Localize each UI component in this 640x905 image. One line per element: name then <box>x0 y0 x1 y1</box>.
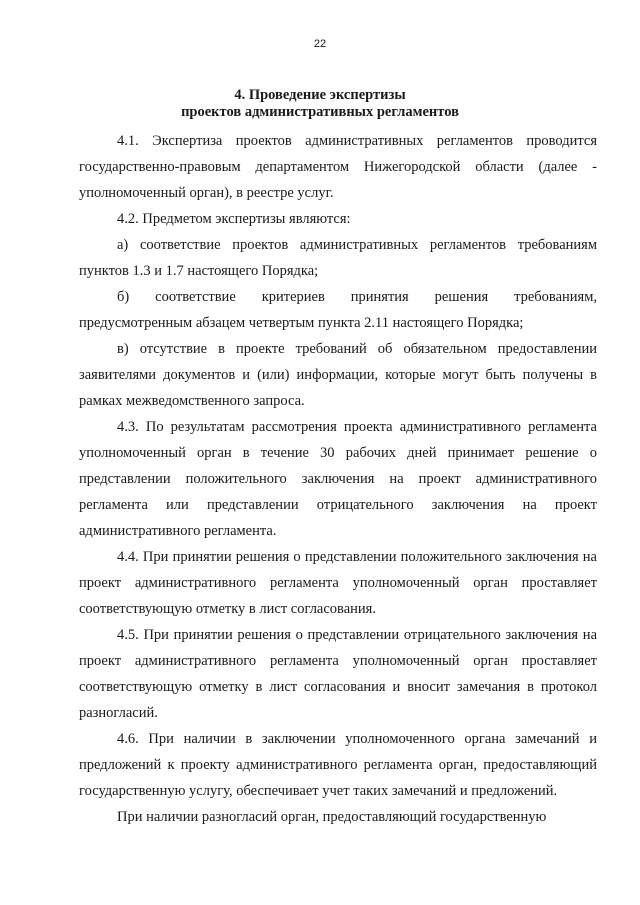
page-number: 22 <box>313 38 327 50</box>
section-heading <box>0 87 640 121</box>
paragraph-4-2-b: б) соответствие критериев принятия решения требованиям, предусмотренным абзацем четвертым пункта 2.11 настоящего Порядка; <box>79 289 597 331</box>
paragraph-4-2: 4.2. Предметом экспертизы являются: <box>117 211 351 227</box>
paragraph-4-4: 4.4. При принятии решения о представлении положительного заключения на проект административного регламента уполномоченный орган проставляет соответствующую отметку в лист согласования. <box>79 549 597 617</box>
paragraph-disagreements: При наличии разногласий орган, предоставляющий государственную <box>117 809 547 825</box>
paragraph-4-1: 4.1. Экспертиза проектов административных регламентов проводится государственно-правовым департаментом Нижегородской области (далее - уполномоченный орган), в реестре услуг. <box>79 133 597 201</box>
paragraph-4-2-a: а) соответствие проектов административных регламентов требованиям пунктов 1.3 и 1.7 настоящего Порядка; <box>79 237 597 279</box>
paragraph-4-6: 4.6. При наличии в заключении уполномоченного органа замечаний и предложений к проекту административного регламента орган, предоставляющий государственную услугу, обеспечивает учет таких замечаний и предложений. <box>79 731 597 799</box>
document-body <box>79 128 597 830</box>
section-heading-line-1: 4. Проведение экспертизы <box>234 87 406 103</box>
section-heading-line-2: проектов административных регламентов <box>181 104 459 120</box>
paragraph-4-5: 4.5. При принятии решения о представлении отрицательного заключения на проект административного регламента уполномоченный орган проставляет соответствующую отметку в лист согласования и вносит замечания в протокол разногласий. <box>79 627 597 721</box>
paragraph-4-3: 4.3. По результатам рассмотрения проекта административного регламента уполномоченный орган в течение 30 рабочих дней принимает решение о представлении положительного заключения на проект административного регламента или представлении отрицательного заключения на проект административного регламента. <box>79 419 597 539</box>
paragraph-4-2-v: в) отсутствие в проекте требований об обязательном предоставлении заявителями документов и (или) информации, которые могут быть получены в рамках межведомственного запроса. <box>79 341 597 409</box>
